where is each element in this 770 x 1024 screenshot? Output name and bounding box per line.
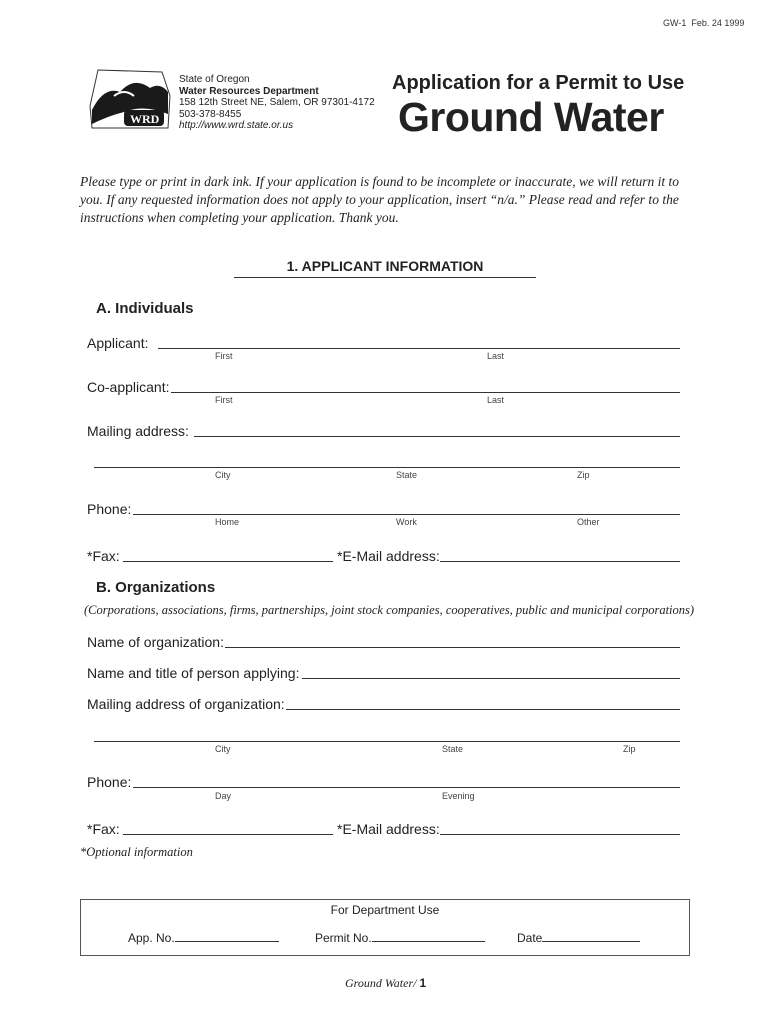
form-date: Feb. 24 1999 <box>691 18 745 28</box>
org-fax-label: *Fax: <box>87 821 120 837</box>
applicant-first-label: First <box>215 351 233 361</box>
email-input[interactable] <box>442 545 678 561</box>
org-mailing-input[interactable] <box>288 693 678 709</box>
phone-input[interactable] <box>135 498 678 514</box>
applicant-label: Applicant: <box>87 335 149 351</box>
footer-page-name: Ground Water/ <box>345 976 417 990</box>
person-applying-label: Name and title of person applying: <box>87 665 300 681</box>
department-use-title: For Department Use <box>330 903 440 917</box>
agency-website[interactable]: http://www.wrd.state.or.us <box>179 120 294 131</box>
person-applying-input[interactable] <box>304 662 678 678</box>
email-label: *E-Mail address: <box>337 548 440 564</box>
org-phone-input[interactable] <box>135 771 678 787</box>
phone-other-label: Other <box>577 517 600 527</box>
agency-info <box>179 74 375 132</box>
mailing-address-input[interactable] <box>196 420 678 436</box>
org-phone-day-label: Day <box>215 791 232 801</box>
wrd-logo <box>84 66 174 136</box>
title-line1: Application for a Permit to Use <box>392 72 685 94</box>
zip-label: Zip <box>577 470 590 480</box>
title-line2: Ground Water <box>398 94 664 140</box>
permit-no-label: Permit No. <box>315 931 485 945</box>
optional-note: *Optional information <box>80 845 193 859</box>
agency-department: Water Resources Department <box>179 85 319 97</box>
applicant-input[interactable] <box>160 332 678 348</box>
org-fax-input[interactable] <box>125 818 331 834</box>
phone-label: Phone: <box>87 501 132 517</box>
org-city-label: City <box>215 744 231 754</box>
org-mailing-label: Mailing address of organization: <box>87 696 285 712</box>
mailing-address-label: Mailing address: <box>87 423 189 439</box>
phone-home-label: Home <box>215 517 240 527</box>
instructions: Please type or print in dark ink. If your application is found to be incomplete or inaccurate, we will return it to you. If any requested information does not apply to your application, insert “n/a.” Please read and refer to the instructions when completing your application. Thank you. <box>80 174 680 225</box>
individuals-heading: A. Individuals <box>96 300 194 317</box>
logo-text: WRD <box>130 112 160 126</box>
phone-work-label: Work <box>396 517 417 527</box>
city-state-zip-input[interactable] <box>96 451 678 467</box>
agency-phone: 503-378-8455 <box>179 108 242 120</box>
agency-state: State of Oregon <box>179 74 250 85</box>
app-no-label: App. No. <box>128 931 279 945</box>
coapplicant-input[interactable] <box>173 376 678 392</box>
org-name-input[interactable] <box>227 631 678 647</box>
org-city-state-zip-input[interactable] <box>96 725 678 741</box>
fax-label: *Fax: <box>87 548 120 564</box>
coapplicant-first-label: First <box>215 395 233 405</box>
section1-title: 1. APPLICANT INFORMATION <box>286 258 484 274</box>
date-label: Date <box>517 931 640 945</box>
footer-page-number: 1 <box>419 976 427 990</box>
state-label: State <box>396 470 418 480</box>
org-name-label: Name of organization: <box>87 634 224 650</box>
org-zip-label: Zip <box>623 744 636 754</box>
org-phone-evening-label: Evening <box>442 791 475 801</box>
coapplicant-label: Co-applicant: <box>87 379 170 395</box>
coapplicant-last-label: Last <box>487 395 505 405</box>
org-phone-label: Phone: <box>87 774 132 790</box>
form-code-date <box>663 18 744 28</box>
city-label: City <box>215 470 231 480</box>
organizations-heading: B. Organizations <box>96 579 216 596</box>
applicant-last-label: Last <box>487 351 505 361</box>
org-email-label: *E-Mail address: <box>337 821 440 837</box>
page-footer <box>345 976 426 991</box>
form-code: GW-1 <box>663 18 687 28</box>
organizations-note: (Corporations, associations, firms, partnerships, joint stock companies, cooperatives, public and municipal corporations) <box>84 603 695 617</box>
agency-address: 158 12th Street NE, Salem, OR 97301-4172 <box>179 97 375 108</box>
fax-input[interactable] <box>125 545 331 561</box>
org-email-input[interactable] <box>442 818 678 834</box>
department-use-box <box>80 899 690 956</box>
org-state-label: State <box>442 744 464 754</box>
